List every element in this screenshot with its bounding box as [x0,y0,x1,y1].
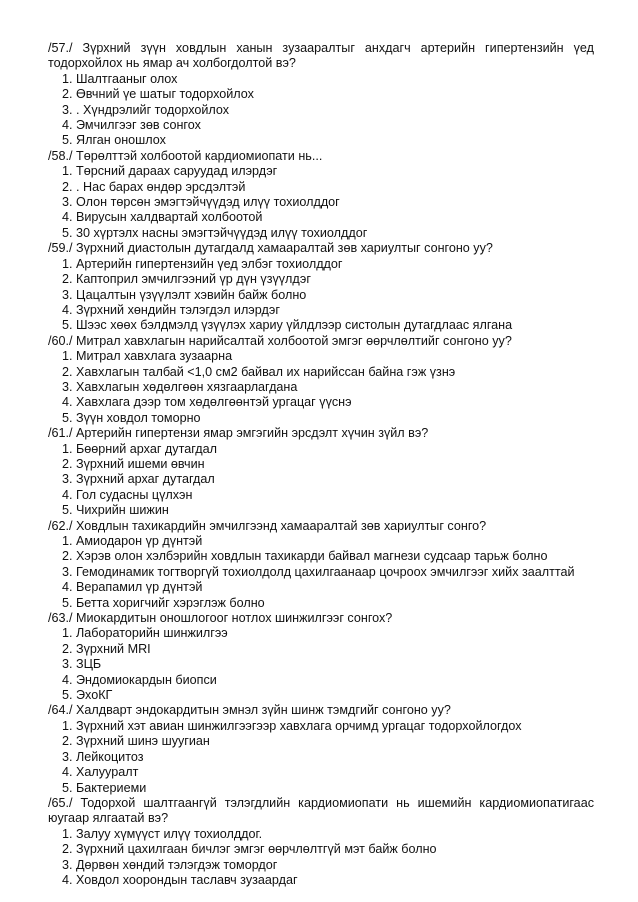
answer-option: 2. Хавхлагын талбай <1,0 см2 байвал их нарийссан байна гэж үзнэ [62,364,456,379]
answer-options [48,719,594,796]
answer-option: 4. Зүрхний хөндийн тэлэгдэл илэрдэг [62,302,280,317]
answer-option: 3. Дөрвөн хөндий тэлэгдэж томордог [62,857,278,872]
answer-options [48,164,594,241]
answer-option: 3. Лейкоцитоз [62,749,144,764]
question-title: /60./ Митрал хавхлагын нарийсалтай холбоотой эмгэг өөрчлөлтийг сонгоно уу? [48,333,512,348]
answer-option: 1. Митрал хавхлага зузаарна [62,349,233,364]
answer-option: 2. . Нас барах өндөр эрсдэлтэй [62,179,246,194]
answer-option: 5. Бетта хоригчийг хэрэглэж болно [62,595,265,610]
question-title: /65./ Тодорхой шалтгаангүй тэлэгдлийн кардиомиопати нь ишемийн кардиомиопатигаас юугаар ялгаатай вэ? [48,795,594,826]
question-list [48,41,594,888]
answer-option: 1. Бөөрний архаг дутагдал [62,441,217,456]
answer-option: 2. Хэрэв олон хэлбэрийн ховдлын тахикарди байвал магнези судсаар тарьж болно [62,549,548,564]
answer-option: 2. Зүрхний ишеми өвчин [62,456,205,471]
question-title: /58./ Төрөлттэй холбоотой кардиомиопати нь... [48,148,323,163]
answer-option: 1. Шалтгааныг олох [62,71,178,86]
answer-option: 5. Шээс хөөх бэлдмэлд үзүүлэх хариу үйлдлээр систолын дутагдлаас ялгана [62,318,513,333]
answer-option: 1. Амиодарон үр дүнтэй [62,534,203,548]
question-title: /59./ Зүрхний диастолын дутагдалд хамааралтай зөв хариултыг сонгоно уу? [48,241,493,256]
answer-option: 3. Олон төрсөн эмэгтэйчүүдэд илүү тохиолддог [62,195,340,210]
answer-option: 4. Вирусын халдвартай холбоотой [62,210,263,225]
answer-option: 3. . Хүндрэлийг тодорхойлох [62,102,230,117]
question-title: /57./ Зүрхний зүүн ховдлын ханын зузааралтыг анхдагч артерийн гипертензийн үед тодорхойлох нь ямар ач холбогдолтой вэ? [48,41,594,71]
answer-option: 4. Верапамил үр дүнтэй [62,580,203,595]
question-title: /64./ Халдварт эндокардитын эмнэл зүйн шинж тэмдгийг сонгоно уу? [48,703,451,718]
question-title: /63./ Миокардитын оношлогоог нотлох шинжилгээг сонгох? [48,611,393,626]
question-block [48,611,594,703]
answer-option: 5. Зүүн ховдол томорно [62,410,201,425]
answer-option: 5. ЭхоКГ [62,688,113,703]
answer-options [48,827,594,889]
question-title: /62./ Ховдлын тахикардийн эмчилгээнд хамааралтай зөв хариултыг сонго? [48,518,487,533]
question-title: /61./ Артерийн гипертензи ямар эмгэгийн эрсдэлт хүчин зүйл вэ? [48,426,429,441]
question-block [48,149,594,241]
answer-option: 3. ЗЦБ [62,657,102,672]
question-block [48,703,594,795]
answer-option: 3. Зүрхний архаг дутагдал [62,472,215,487]
question-block [48,426,594,518]
answer-option: 1. Зүрхний хэт авиан шинжилгээгээр хавхлага орчимд ургацаг тодорхойлогдох [62,718,522,733]
answer-option: 5. 30 хүртэлх насны эмэгтэйчүүдэд илүү тохиолддог [62,225,368,240]
question-block [48,41,594,149]
answer-option: 3. Цацалтын үзүүлэлт хэвийн байж болно [62,287,307,302]
answer-option: 2. Зүрхний MRI [62,641,151,656]
answer-option: 4. Хавхлага дээр том хөдөлгөөнтэй ургацаг үүснэ [62,395,352,410]
answer-options [48,626,594,703]
answer-option: 2. Зүрхний шинэ шуугиан [62,734,210,749]
answer-option: 1. Артерийн гипертензийн үед элбэг тохиолддог [62,256,343,271]
answer-option: 3. Хавхлагын хөдөлгөөн хязгаарлагдана [62,379,298,394]
answer-option: 4. Ховдол хоорондын таславч зузаардаг [62,872,298,887]
answer-option: 2. Каптоприл эмчилгээний үр дүн үзүүлдэг [62,272,311,287]
answer-option: 4. Эндомиокардын биопси [62,672,217,687]
answer-option: 5. Чихрийн шижин [62,503,169,518]
answer-option: 4. Эмчилгээг зөв сонгох [62,118,201,133]
answer-option: 1. Төрсний дараах саруудад илэрдэг [62,164,278,179]
answer-option: 1. Лабораторийн шинжилгээ [62,626,228,641]
answer-option: 5. Ялган оношлох [62,133,166,148]
answer-option: 4. Гол судасны цүлхэн [62,487,193,502]
answer-option: 4. Халууралт [62,765,139,780]
answer-option: 2. Зүрхний цахилгаан бичлэг эмгэг өөрчлөлтгүй мэт байж болно [62,842,437,857]
question-block [48,334,594,426]
answer-option: 3. Гемодинамик тогтворгүй тохиолдолд цахилгаанаар цочроох эмчилгээг хийх заалттай [62,564,575,579]
question-block [48,241,594,333]
answer-option: 2. Өвчний үе шатыг тодорхойлох [62,87,254,102]
answer-options [48,442,594,519]
answer-option: 5. Бактериеми [62,780,147,795]
question-block [48,796,594,888]
answer-options [48,72,594,149]
question-block [48,519,594,611]
answer-options [48,257,594,334]
answer-option: 1. Залуу хүмүүст илүү тохиолддог. [62,826,263,841]
answer-options [48,534,594,611]
answer-options [48,349,594,426]
